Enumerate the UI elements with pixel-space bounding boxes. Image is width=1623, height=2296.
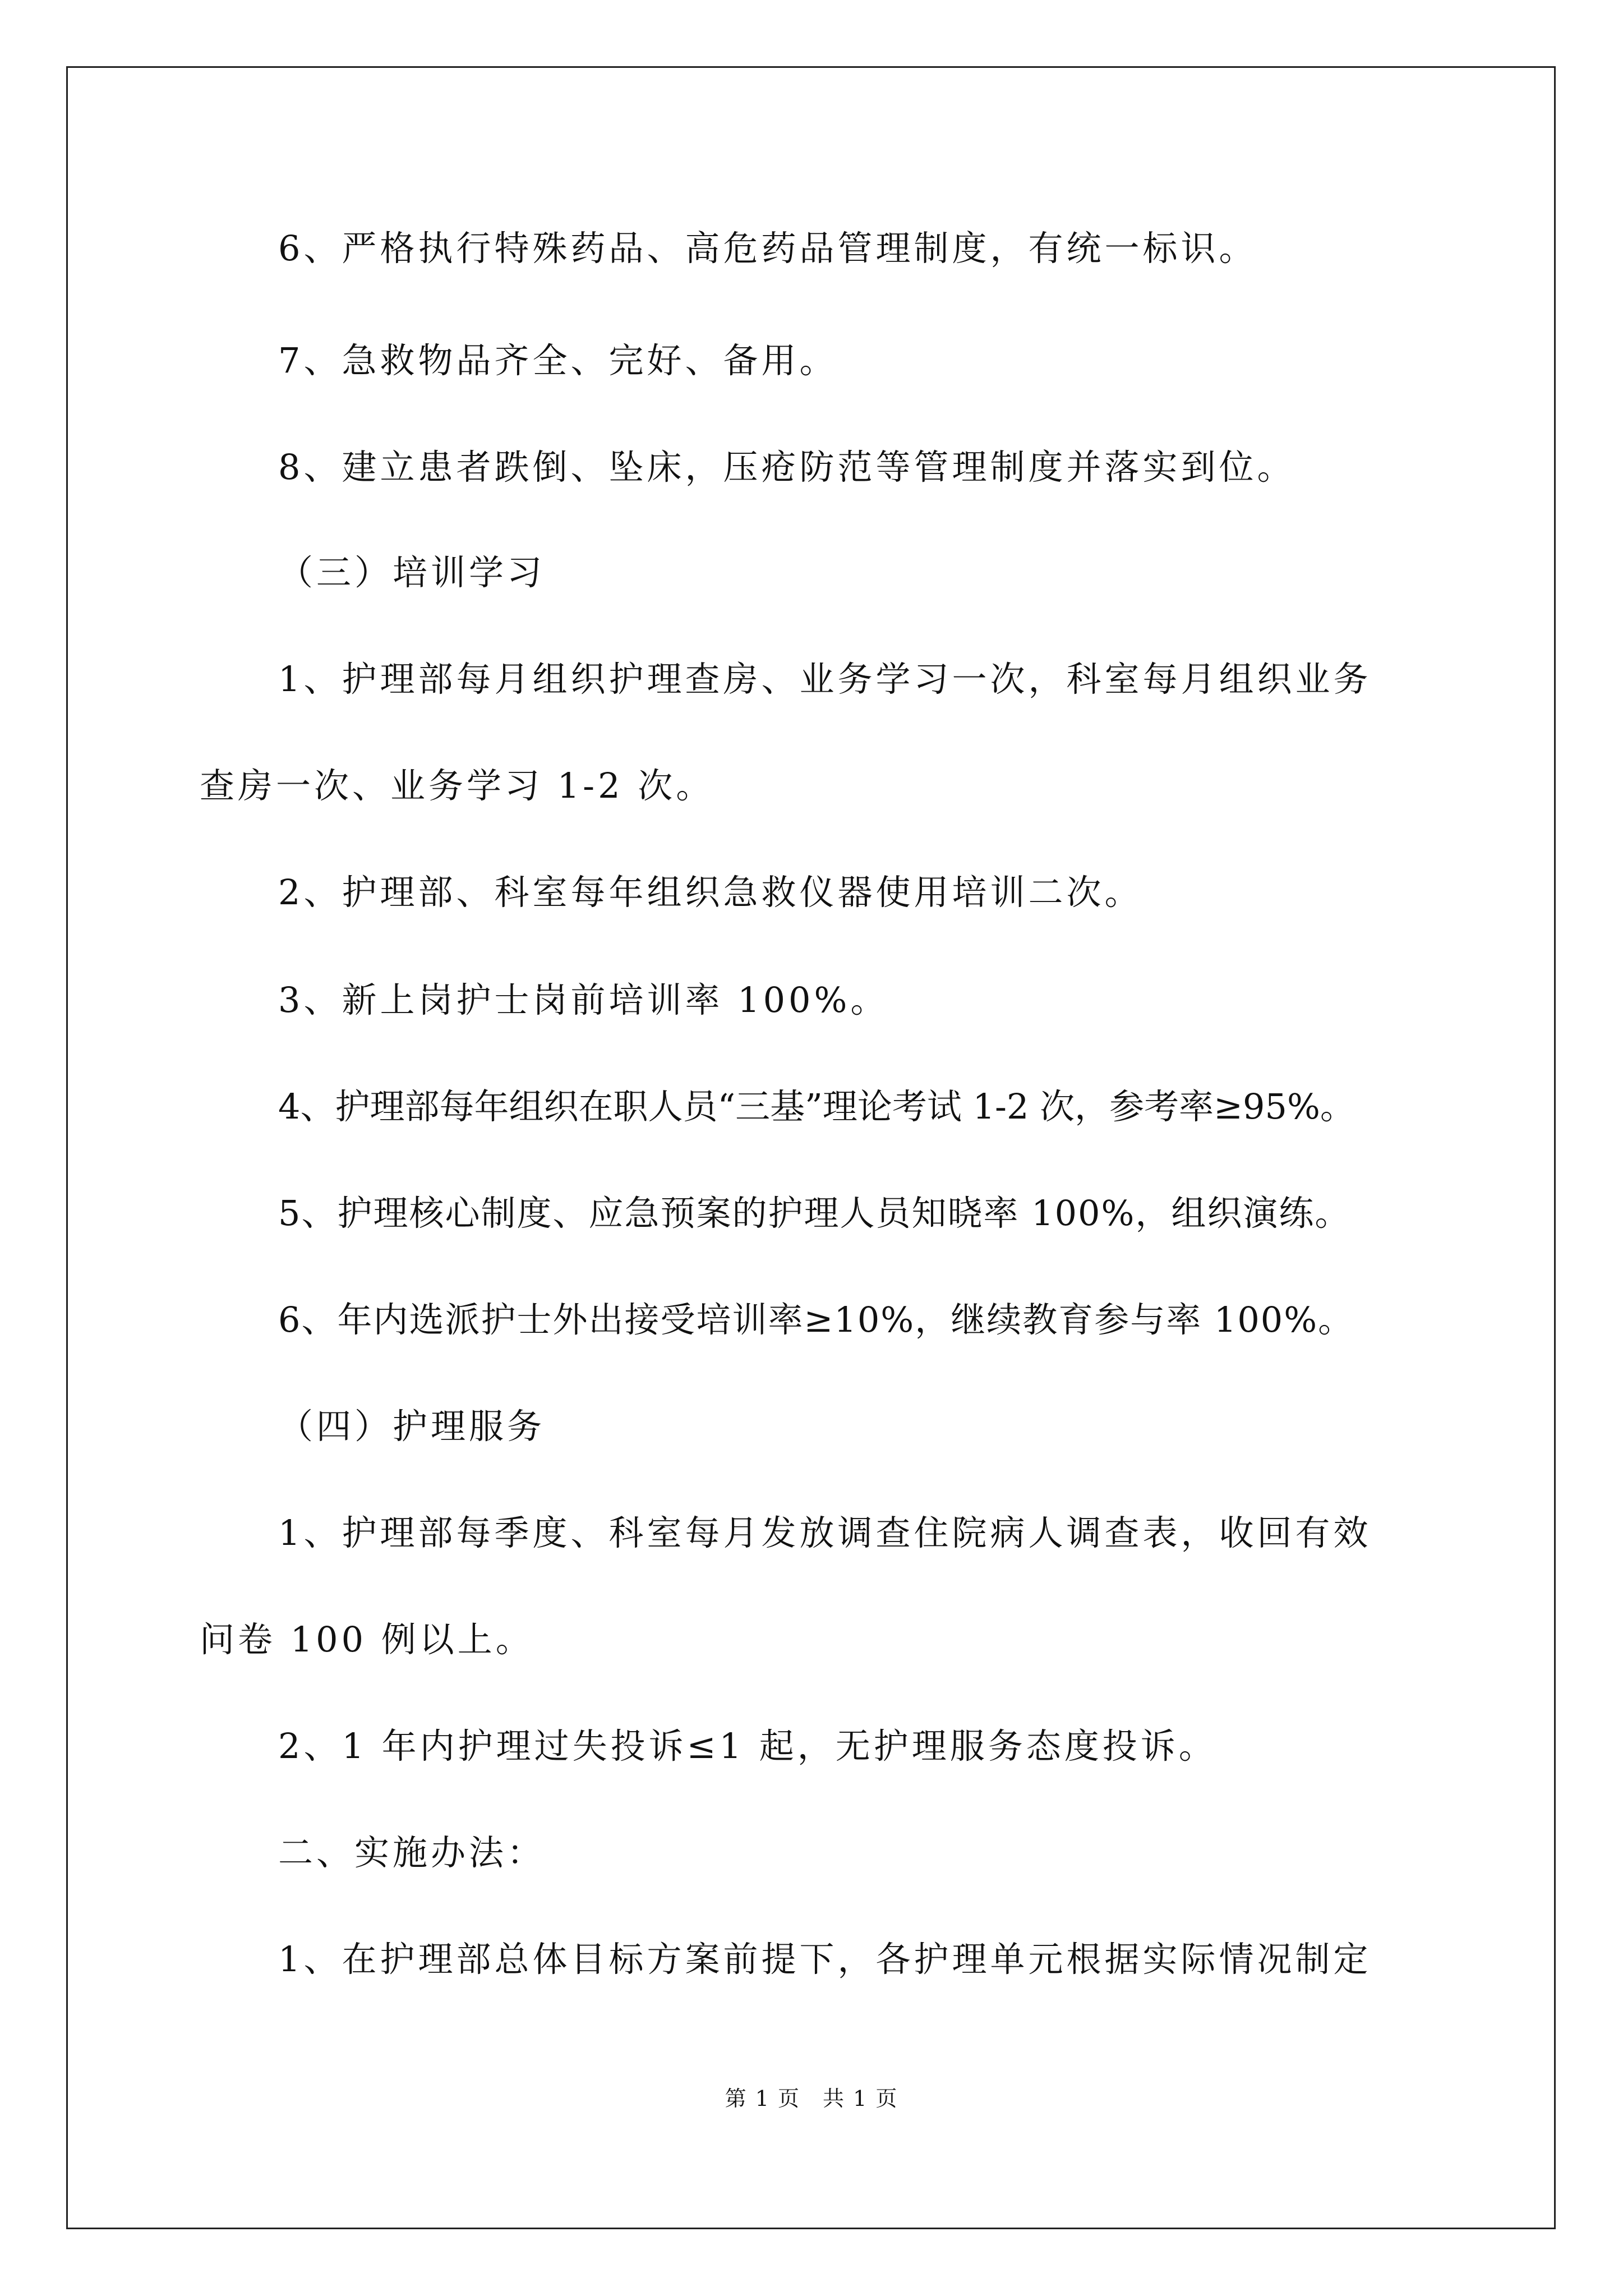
text-line: 8、建立患者跌倒、坠床，压疮防范等管理制度并落实到位。 [278, 447, 1295, 487]
text-line: 1、在护理部总体目标方案前提下，各护理单元根据实际情况制定 [278, 1939, 1372, 1980]
text-line: 查房一次、业务学习 1-2 次。 [200, 765, 714, 806]
section-heading: （四）护理服务 [278, 1406, 546, 1447]
text-line: 5、护理核心制度、应急预案的护理人员知晓率 100%，组织演练。 [278, 1193, 1351, 1234]
text-line: 7、急救物品齐全、完好、备用。 [278, 340, 838, 381]
text-line: 1、护理部每季度、科室每月发放调查住院病人调查表，收回有效 [278, 1512, 1372, 1553]
section-heading: 二、实施办法： [278, 1832, 546, 1873]
text-line: 问卷 100 例以上。 [200, 1619, 534, 1660]
text-line: 6、年内选派护士外出接受培训率≥10%，继续教育参与率 100%。 [278, 1299, 1354, 1340]
text-line: 1、护理部每月组织护理查房、业务学习一次，科室每月组织业务 [278, 659, 1372, 700]
text-line: 2、1 年内护理过失投诉≤1 起，无护理服务态度投诉。 [278, 1726, 1217, 1766]
text-line: 3、新上岗护士岗前培训率 100%。 [278, 979, 889, 1020]
section-heading: （三）培训学习 [278, 552, 546, 593]
text-line: 4、护理部每年组织在职人员“三基”理论考试 1-2 次，参考率≥95%。 [278, 1086, 1355, 1127]
page-border [66, 66, 1556, 2229]
page-number-footer: 第 1 页 共 1 页 [725, 2086, 898, 2111]
text-line: 2、护理部、科室每年组织急救仪器使用培训二次。 [278, 872, 1143, 913]
text-line: 6、严格执行特殊药品、高危药品管理制度，有统一标识。 [278, 228, 1257, 269]
